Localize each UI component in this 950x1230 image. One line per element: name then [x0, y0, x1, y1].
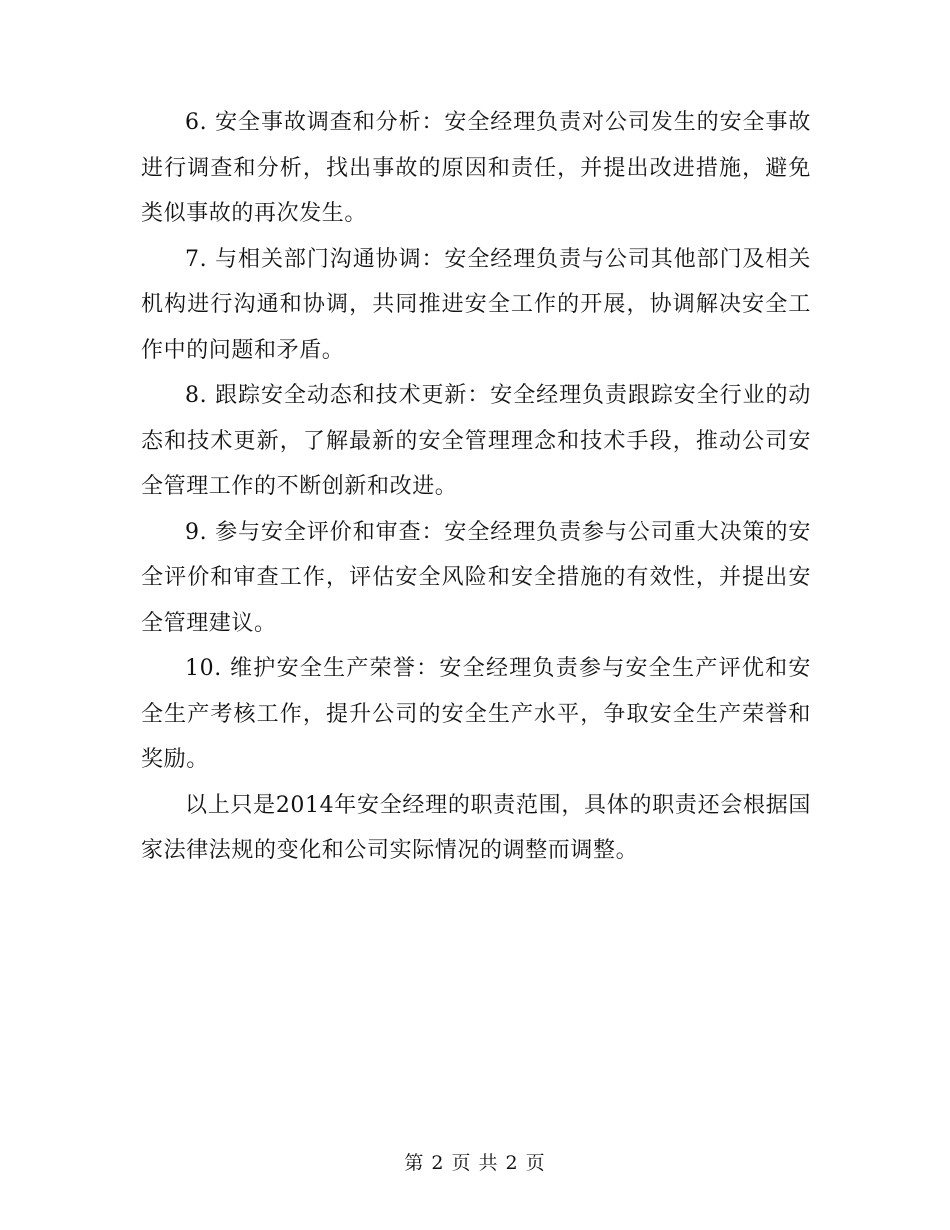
paragraph-item-7: 7. 与相关部门沟通协调：安全经理负责与公司其他部门及相关机构进行沟通和协调，共同推进安全工作的开展，协调解决安全工作中的问题和矛盾。 [141, 246, 811, 363]
paragraph-item-10: 10. 维护安全生产荣誉：安全经理负责参与安全生产评优和安全生产考核工作，提升公司的安全生产水平，争取安全生产荣誉和奖励。 [141, 656, 811, 772]
paragraph-item-9: 9. 参与安全评价和审查：安全经理负责参与公司重大决策的安全评价和审查工作，评估安全风险和安全措施的有效性，并提出安全管理建议。 [141, 519, 811, 636]
page-number-footer: 第 2 页 共 2 页 [404, 1152, 546, 1174]
document-body [141, 100, 811, 874]
paragraph-conclusion: 以上只是2014年安全经理的职责范围，具体的职责还会根据国家法律法规的变化和公司实际情况的调整而调整。 [141, 792, 811, 863]
paragraph-item-6: 6. 安全事故调查和分析：安全经理负责对公司发生的安全事故进行调查和分析，找出事故的原因和责任，并提出改进措施，避免类似事故的再次发生。 [141, 110, 811, 226]
paragraph-item-8: 8. 跟踪安全动态和技术更新：安全经理负责跟踪安全行业的动态和技术更新，了解最新的安全管理理念和技术手段，推动公司安全管理工作的不断创新和改进。 [141, 383, 811, 499]
